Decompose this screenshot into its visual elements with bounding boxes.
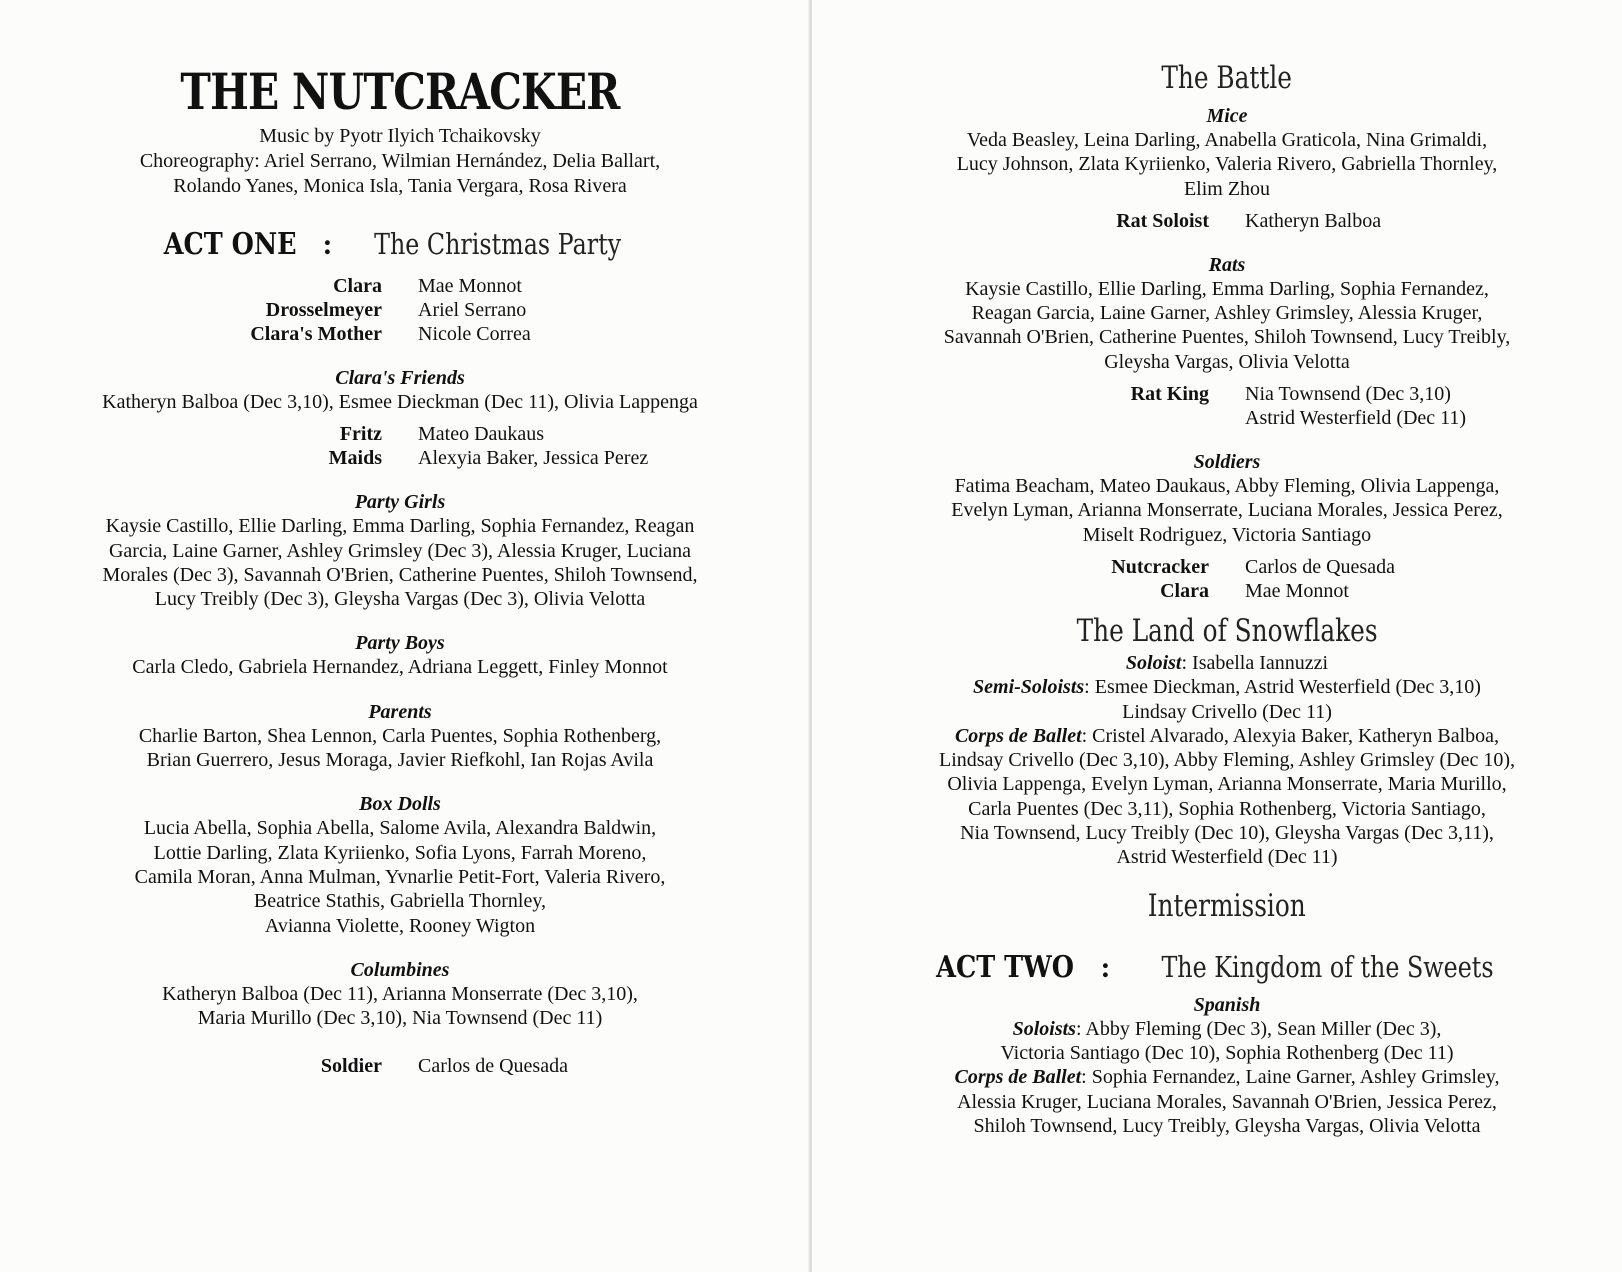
role-list [60, 422, 740, 470]
group-heading: Mice [1206, 105, 1248, 127]
role-label: Rat King [1130, 383, 1209, 406]
names-line: Lucy Johnson, Zlata Kyriienko, Valeria Rivero, Gabriella Thornley, [956, 153, 1498, 176]
group-heading: Spanish [1193, 993, 1261, 1016]
group-heading: Parents [368, 700, 432, 723]
group-heading: Soldiers [1193, 451, 1261, 474]
names-line: Carla Cledo, Gabriela Hernandez, Adriana Leggett, Finley Monnot [132, 656, 668, 679]
group-names [60, 816, 740, 937]
names-line [897, 675, 1557, 699]
names-line: Camila Moran, Anna Mulman, Yvnarlie Petit-Fort, Valeria Rivero, [134, 865, 666, 888]
act-label: ACT TWO [936, 949, 1075, 985]
act-label: ACT ONE [163, 227, 297, 262]
act-name: The Christmas Party [373, 227, 621, 261]
role-list [897, 382, 1557, 430]
role-list [897, 209, 1557, 233]
dancer-name: Mae Monnot [418, 275, 522, 297]
act-name: The Kingdom of the Sweets [1160, 949, 1494, 984]
part-names: : Esmee Dieckman, Astrid Westerfield (Dec 3,10) [1084, 676, 1481, 699]
act-one-heading [60, 225, 740, 264]
group-names [60, 982, 740, 1031]
program-title: THE NUTCRACKER [180, 62, 620, 121]
dancer-name: Carlos de Quesada [418, 1055, 568, 1078]
left-column [60, 0, 740, 1078]
names-line: Astrid Westerfield (Dec 11) [1116, 846, 1338, 869]
group-names [60, 724, 740, 773]
part-names: : Sophia Fernandez, Laine Garner, Ashley Grimsley, [1081, 1066, 1500, 1089]
group-names: Katheryn Balboa (Dec 3,10), Esmee Dieckman (Dec 11), Olivia Lappenga [102, 391, 698, 413]
role-label-spacer [897, 406, 1209, 430]
group-names [60, 514, 740, 611]
names-line: Lindsay Crivello (Dec 3,10), Abby Fleming, Ashley Grimsley (Dec 10), [938, 749, 1515, 772]
part-names: : Isabella Iannuzzi [1181, 651, 1329, 674]
credits [60, 124, 740, 199]
role-list [60, 274, 740, 346]
dancer-name: Carlos de Quesada [1245, 555, 1395, 578]
names-line: Charlie Barton, Shea Lennon, Carla Puentes, Sophia Rothenberg, [138, 724, 662, 747]
role-label: Drosselmeyer [265, 299, 382, 321]
part-label: Semi-Soloists [973, 676, 1085, 699]
names-line: Nia Townsend, Lucy Treibly (Dec 10), Gleysha Vargas (Dec 3,11), [960, 822, 1494, 845]
dancer-name: Katheryn Balboa [1245, 209, 1382, 232]
role-label: Soldier [320, 1055, 382, 1078]
credit-line: Rolando Yanes, Monica Isla, Tania Vergara, Rosa Rivera [173, 175, 627, 197]
names-line: Maria Murillo (Dec 3,10), Nia Townsend (Dec 11) [197, 1007, 603, 1030]
part-label: Corps de Ballet [954, 724, 1082, 747]
names-line: Beatrice Stathis, Gabriella Thornley, [253, 890, 547, 913]
dancer-name: Alexyia Baker, Jessica Perez [418, 447, 649, 470]
act-separator: : [322, 228, 333, 261]
names-line: Garcia, Laine Garner, Ashley Grimsley (Dec 3), Alessia Kruger, Luciana [108, 539, 692, 562]
names-line: Olivia Lappenga, Evelyn Lyman, Arianna Monserrate, Maria Murillo, [947, 773, 1507, 796]
names-line: Elim Zhou [1183, 177, 1271, 200]
names-line: Morales (Dec 3), Savannah O'Brien, Catherine Puentes, Shiloh Townsend, [102, 563, 698, 586]
names-line: Brian Guerrero, Jesus Moraga, Javier Riefkohl, Ian Rojas Avila [146, 749, 654, 772]
role-list [897, 555, 1557, 603]
part-names: : Abby Fleming (Dec 3), Sean Miller (Dec 3), [1075, 1017, 1442, 1040]
spanish-cast [897, 1017, 1557, 1138]
part-label: Soloists [1012, 1017, 1076, 1040]
names-line: Savannah O'Brien, Catherine Puentes, Shiloh Townsend, Lucy Treibly, [943, 326, 1511, 349]
group-heading: Columbines [350, 958, 450, 981]
credit-line: Music by Pyotr Ilyich Tchaikovsky [259, 125, 541, 147]
group-heading: Clara's Friends [335, 367, 465, 389]
names-line: Reagan Garcia, Laine Garner, Ashley Grimsley, Alessia Kruger, [971, 302, 1483, 325]
right-column [897, 0, 1557, 1138]
names-line: Avianna Violette, Rooney Wigton [264, 914, 536, 937]
names-line [897, 1017, 1557, 1041]
group-names [897, 128, 1557, 201]
role-label: Rat Soloist [1116, 209, 1209, 232]
role-list [60, 1054, 740, 1078]
scene-title: The Land of Snowflakes [1076, 612, 1378, 649]
names-line: Lindsay Crivello (Dec 11) [1122, 700, 1332, 723]
dancer-name: Mateo Daukaus [418, 423, 545, 446]
names-line: Lottie Darling, Zlata Kyriienko, Sofia Lyons, Farrah Moreno, [153, 841, 647, 864]
names-line: Fatima Beacham, Mateo Daukaus, Abby Fleming, Olivia Lappenga, [954, 475, 1500, 498]
names-line: Lucia Abella, Sophia Abella, Salome Avila, Alexandra Baldwin, [143, 817, 657, 840]
part-label: Soloist [1125, 651, 1182, 674]
group-heading: Rats [1208, 253, 1246, 276]
group-heading: Party Boys [355, 632, 445, 655]
names-line: Miselt Rodriguez, Victoria Santiago [1082, 523, 1372, 546]
dancer-name: Nia Townsend (Dec 3,10) [1245, 383, 1451, 406]
names-line: Lucy Treibly (Dec 3), Gleysha Vargas (Dec 3), Olivia Velotta [154, 588, 646, 611]
role-label: Clara's Mother [250, 323, 382, 345]
group-names [897, 277, 1557, 374]
role-label: Fritz [339, 423, 382, 446]
names-line [897, 651, 1557, 675]
role-label: Maids [328, 447, 382, 470]
names-line: Carla Puentes (Dec 3,11), Sophia Rothenberg, Victoria Santiago, [968, 797, 1486, 820]
role-label: Clara [1160, 579, 1209, 602]
dancer-name: Astrid Westerfield (Dec 11) [1245, 407, 1467, 430]
scene-title: The Battle [1161, 60, 1293, 96]
names-line: Shiloh Townsend, Lucy Treibly, Gleysha Vargas, Olivia Velotta [973, 1114, 1481, 1137]
right-page [812, 0, 1622, 1272]
dancer-name: Nicole Correa [418, 323, 531, 345]
group-names [897, 474, 1557, 547]
part-label: Corps de Ballet [954, 1066, 1082, 1089]
dancer-name: Mae Monnot [1245, 579, 1349, 602]
names-line: Veda Beasley, Leina Darling, Anabella Graticola, Nina Grimaldi, [966, 129, 1488, 151]
names-line: Gleysha Vargas, Olivia Velotta [1104, 350, 1350, 373]
names-line [897, 724, 1557, 748]
names-line: Kaysie Castillo, Ellie Darling, Emma Darling, Sophia Fernandez, [965, 277, 1489, 300]
role-label: Nutcracker [1111, 555, 1209, 578]
names-line: Kaysie Castillo, Ellie Darling, Emma Darling, Sophia Fernandez, Reagan [105, 515, 695, 538]
names-line: Victoria Santiago (Dec 10), Sophia Rothenberg (Dec 11) [1000, 1041, 1454, 1064]
part-names: : Cristel Alvarado, Alexyia Baker, Katheryn Balboa, [1081, 724, 1500, 747]
snowflakes-cast [897, 651, 1557, 870]
names-line [897, 1065, 1557, 1089]
intermission-title: Intermission [1147, 887, 1306, 924]
act-two-heading [897, 948, 1557, 987]
group-heading: Box Dolls [359, 793, 441, 816]
names-line: Katheryn Balboa (Dec 11), Arianna Monserrate (Dec 3,10), [162, 982, 638, 1005]
credit-line: Choreography: Ariel Serrano, Wilmian Hernández, Delia Ballart, [139, 150, 661, 172]
act-separator: : [1100, 950, 1111, 984]
names-line: Alessia Kruger, Luciana Morales, Savannah O'Brien, Jessica Perez, [957, 1090, 1497, 1113]
role-label: Clara [333, 275, 382, 297]
dancer-name: Ariel Serrano [418, 299, 527, 321]
names-line: Evelyn Lyman, Arianna Monserrate, Luciana Morales, Jessica Perez, [951, 499, 1503, 522]
group-heading: Party Girls [354, 491, 446, 514]
